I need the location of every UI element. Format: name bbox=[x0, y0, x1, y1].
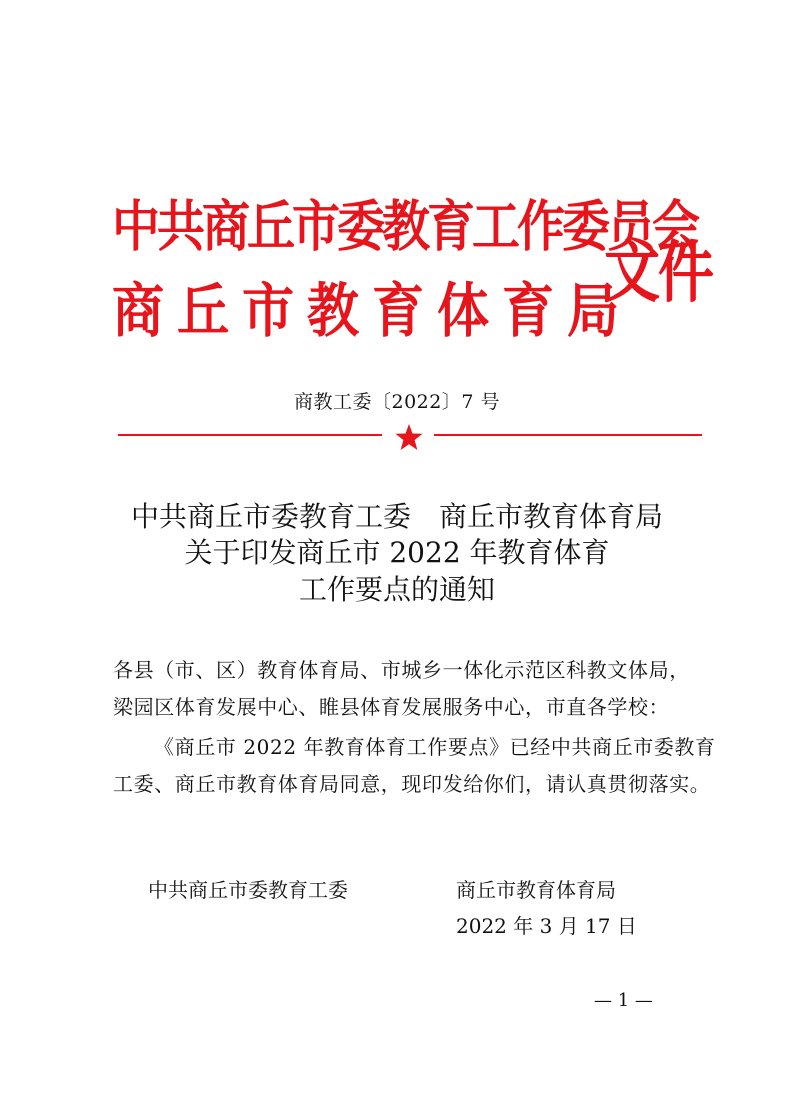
document-number: 商教工委〔2022〕7 号 bbox=[294, 391, 500, 413]
separator-line-right bbox=[434, 434, 702, 436]
recipients-line-1: 各县（市、区）教育体育局、市城乡一体化示范区科教文体局， bbox=[113, 658, 690, 682]
recipients-line-2: 梁园区体育发展中心、睢县体育发展服务中心，市直各学校： bbox=[113, 695, 670, 719]
body-line-2: 工委、商丘市教育体育局同意，现印发给你们，请认真贯彻落实。 bbox=[113, 772, 711, 796]
signature-right: 商丘市教育体育局 bbox=[456, 878, 616, 902]
masthead-suffix: 文件 bbox=[604, 234, 712, 313]
signature-left: 中共商丘市委教育工委 bbox=[148, 878, 348, 902]
star-icon bbox=[394, 423, 424, 451]
notice-title-line-1: 中共商丘市委教育工委 商丘市教育体育局 bbox=[130, 500, 663, 533]
masthead-line-1: 中共商丘市委教育工作委员会 bbox=[112, 194, 698, 260]
notice-title-line-3: 工作要点的通知 bbox=[298, 573, 495, 606]
separator-line-left bbox=[118, 434, 382, 436]
page-number: — 1 — bbox=[594, 990, 653, 1011]
body-line-1: 《商丘市 2022 年教育体育工作要点》已经中共商丘市委教育 bbox=[154, 735, 716, 759]
masthead-line-2: 商丘市教育体育局 bbox=[112, 278, 633, 346]
notice-title-line-2: 关于印发商丘市 2022 年教育体育 bbox=[184, 536, 610, 569]
signature-date: 2022 年 3 月 17 日 bbox=[456, 914, 637, 938]
